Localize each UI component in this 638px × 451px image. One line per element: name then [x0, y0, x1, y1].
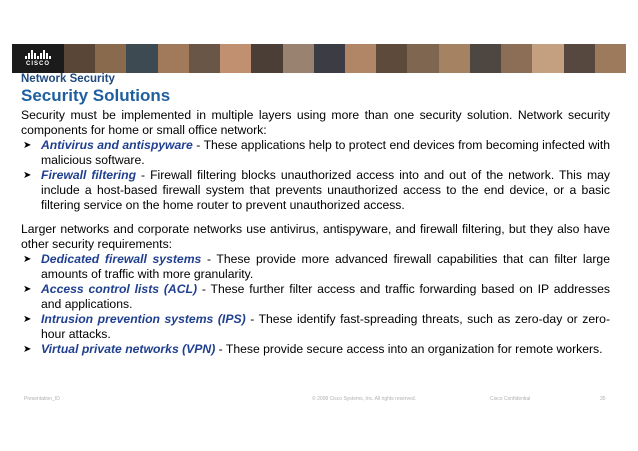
arrow-bullet-icon: ➤ [23, 254, 32, 265]
page-title: Security Solutions [21, 86, 171, 105]
list-item [21, 252, 610, 282]
photo-strip [64, 44, 626, 73]
list-item-term: Antivirus and antispyware [41, 138, 193, 152]
list-item-term: Virtual private networks (VPN) [41, 342, 216, 356]
list-item-text: - Firewall filtering blocks unauthorized access into and out of the network. This may include a host-based firewall system that prevents unauthorized access to the end device, or a basic filtering service on the home router to prevent unauthorized access. [41, 168, 610, 212]
cisco-logo-text: CISCO [25, 61, 50, 67]
arrow-bullet-icon: ➤ [23, 314, 32, 325]
arrow-bullet-icon: ➤ [23, 170, 32, 181]
list-item [21, 168, 610, 213]
arrow-bullet-icon: ➤ [23, 140, 32, 151]
list-item-text: - These identify fast-spreading threats, such as zero-day or zero-hour attacks. [41, 312, 610, 341]
footer-presentation-id: Presentation_ID [24, 396, 60, 402]
list-item-term: Intrusion prevention systems (IPS) [41, 312, 246, 326]
footer-confidential: Cisco Confidential [490, 396, 531, 402]
list-item-term: Dedicated firewall systems [41, 252, 202, 266]
page-number: 35 [600, 396, 606, 402]
list-item-text: - These provide more advanced firewall capabilities that can filter large amounts of traffic with more granularity. [41, 252, 610, 281]
arrow-bullet-icon: ➤ [23, 344, 32, 355]
list-item-term: Access control lists (ACL) [41, 282, 198, 296]
intro-paragraph: Security must be implemented in multiple layers using more than one security solution. Network security components for home or small office network: [21, 108, 610, 137]
header-banner [12, 44, 626, 73]
list-item [21, 312, 610, 342]
list-item-text: - These further filter access and traffic forwarding based on IP addresses and applications. [41, 282, 611, 311]
larger-intro-paragraph: Larger networks and corporate networks use antivirus, antispyware, and firewall filtering, but they also have other security requirements: [21, 222, 610, 251]
slide-content [21, 108, 610, 357]
list-item [21, 282, 610, 312]
list-item [21, 138, 610, 168]
list-item [21, 342, 610, 357]
footer-copyright: © 2008 Cisco Systems, Inc. All rights reserved. [312, 396, 417, 402]
cisco-bridge-icon [25, 50, 51, 59]
arrow-bullet-icon: ➤ [23, 284, 32, 295]
list-item-text: - These provide secure access into an organization for remote workers. [215, 342, 603, 356]
list-item-term: Firewall filtering [41, 168, 137, 182]
section-title: Network Security [21, 73, 115, 85]
list-item-text: - These applications help to protect end devices from becoming infected with malicious software. [41, 138, 610, 167]
cisco-logo [12, 44, 64, 73]
